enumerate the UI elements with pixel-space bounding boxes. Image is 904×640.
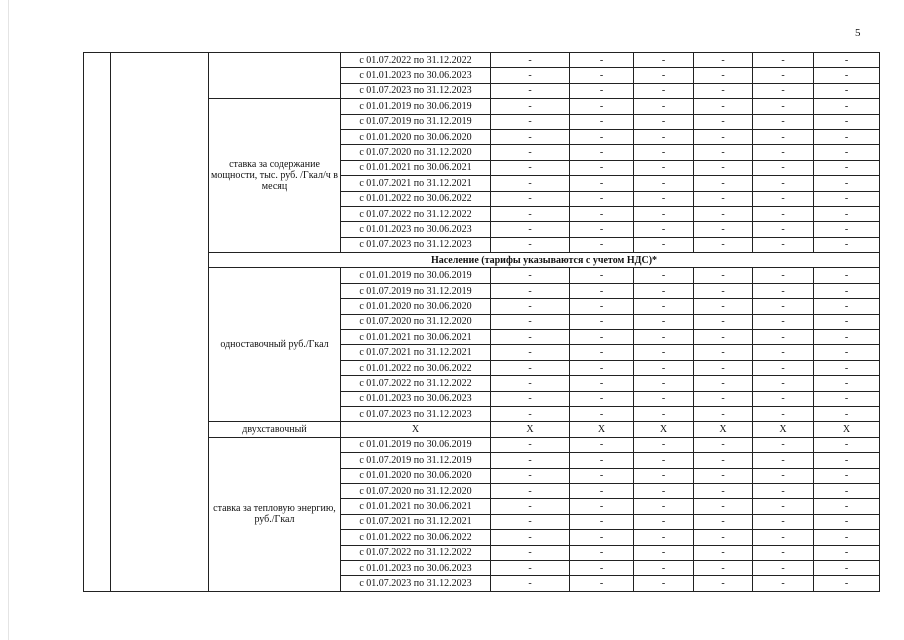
tariff-table [83, 52, 880, 592]
value-cell: - [570, 145, 634, 160]
value-cell: X [634, 422, 694, 437]
empty-column-2 [111, 53, 209, 592]
period-cell: с 01.07.2022 по 31.12.2022 [341, 53, 491, 68]
value-cell: - [491, 237, 570, 252]
value-cell: - [570, 560, 634, 575]
value-cell: - [570, 129, 634, 144]
table-row [84, 53, 880, 68]
section-title: Население (тарифы указываются с учетом НДС)* [209, 253, 880, 268]
value-cell: - [634, 83, 694, 98]
value-cell: - [814, 99, 880, 114]
value-cell: - [634, 145, 694, 160]
period-cell: с 01.01.2021 по 30.06.2021 [341, 330, 491, 345]
value-cell: - [753, 160, 814, 175]
value-cell: - [491, 545, 570, 560]
period-cell: с 01.01.2022 по 30.06.2022 [341, 360, 491, 375]
value-cell: - [694, 530, 753, 545]
period-cell: с 01.07.2022 по 31.12.2022 [341, 545, 491, 560]
value-cell: - [570, 468, 634, 483]
period-cell: с 01.01.2021 по 30.06.2021 [341, 160, 491, 175]
value-cell: X [694, 422, 753, 437]
value-cell: - [491, 330, 570, 345]
tariff-table-body [84, 53, 880, 592]
period-cell: с 01.07.2019 по 31.12.2019 [341, 453, 491, 468]
value-cell: - [570, 314, 634, 329]
value-cell: - [814, 330, 880, 345]
value-cell: - [634, 268, 694, 283]
value-cell: - [634, 53, 694, 68]
value-cell: - [634, 530, 694, 545]
value-cell: - [814, 576, 880, 591]
value-cell: - [753, 545, 814, 560]
value-cell: - [814, 360, 880, 375]
value-cell: - [570, 345, 634, 360]
value-cell: - [491, 468, 570, 483]
value-cell: - [694, 406, 753, 421]
period-cell: с 01.01.2021 по 30.06.2021 [341, 499, 491, 514]
value-cell: - [814, 83, 880, 98]
value-cell: - [753, 268, 814, 283]
value-cell: - [634, 437, 694, 452]
value-cell: - [491, 345, 570, 360]
value-cell: - [634, 391, 694, 406]
value-cell: - [570, 83, 634, 98]
value-cell: - [753, 53, 814, 68]
value-cell: - [694, 283, 753, 298]
value-cell: - [634, 191, 694, 206]
value-cell: - [753, 514, 814, 529]
value-cell: - [814, 560, 880, 575]
value-cell: - [814, 468, 880, 483]
value-cell: - [491, 576, 570, 591]
value-cell: - [694, 129, 753, 144]
value-cell: - [814, 299, 880, 314]
value-cell: - [491, 514, 570, 529]
value-cell: - [753, 191, 814, 206]
value-cell: - [634, 406, 694, 421]
value-cell: - [634, 68, 694, 83]
value-cell: - [753, 376, 814, 391]
value-cell: - [753, 145, 814, 160]
value-cell: - [753, 483, 814, 498]
value-cell: - [753, 114, 814, 129]
value-cell: - [634, 376, 694, 391]
value-cell: - [491, 83, 570, 98]
period-cell: X [341, 422, 491, 437]
value-cell: - [814, 68, 880, 83]
value-cell: - [814, 114, 880, 129]
value-cell: - [753, 237, 814, 252]
value-cell: - [634, 99, 694, 114]
value-cell: - [814, 391, 880, 406]
value-cell: - [491, 453, 570, 468]
value-cell: - [694, 176, 753, 191]
value-cell: - [491, 99, 570, 114]
period-cell: с 01.01.2019 по 30.06.2019 [341, 99, 491, 114]
value-cell: - [634, 483, 694, 498]
value-cell: - [570, 483, 634, 498]
value-cell: - [694, 468, 753, 483]
value-cell: - [634, 299, 694, 314]
value-cell: - [570, 360, 634, 375]
value-cell: - [570, 376, 634, 391]
value-cell: - [753, 206, 814, 221]
value-cell: - [491, 114, 570, 129]
value-cell: - [694, 576, 753, 591]
value-cell: - [694, 68, 753, 83]
value-cell: X [491, 422, 570, 437]
value-cell: - [570, 330, 634, 345]
value-cell: - [814, 160, 880, 175]
value-cell: - [814, 191, 880, 206]
value-cell: - [634, 453, 694, 468]
value-cell: - [491, 530, 570, 545]
value-cell: - [570, 530, 634, 545]
value-cell: - [694, 314, 753, 329]
value-cell: - [694, 191, 753, 206]
value-cell: - [570, 160, 634, 175]
value-cell: - [634, 206, 694, 221]
value-cell: - [694, 83, 753, 98]
value-cell: - [491, 499, 570, 514]
value-cell: - [634, 237, 694, 252]
period-cell: с 01.01.2023 по 30.06.2023 [341, 68, 491, 83]
value-cell: - [694, 514, 753, 529]
value-cell: - [491, 391, 570, 406]
value-cell: - [694, 376, 753, 391]
value-cell: - [814, 345, 880, 360]
value-cell: X [753, 422, 814, 437]
value-cell: - [634, 576, 694, 591]
period-cell: с 01.01.2019 по 30.06.2019 [341, 437, 491, 452]
value-cell: - [570, 176, 634, 191]
period-cell: с 01.01.2019 по 30.06.2019 [341, 268, 491, 283]
value-cell: - [491, 376, 570, 391]
value-cell: - [814, 376, 880, 391]
value-cell: - [491, 483, 570, 498]
value-cell: - [491, 283, 570, 298]
value-cell: - [634, 560, 694, 575]
period-cell: с 01.01.2023 по 30.06.2023 [341, 560, 491, 575]
value-cell: - [814, 530, 880, 545]
value-cell: - [634, 314, 694, 329]
value-cell: - [570, 191, 634, 206]
period-cell: с 01.07.2020 по 31.12.2020 [341, 145, 491, 160]
value-cell: - [570, 114, 634, 129]
value-cell: - [694, 483, 753, 498]
value-cell: - [634, 129, 694, 144]
period-cell: с 01.01.2020 по 30.06.2020 [341, 129, 491, 144]
value-cell: - [694, 345, 753, 360]
value-cell: - [570, 576, 634, 591]
value-cell: - [694, 53, 753, 68]
rate-label-cell: двухставочный [209, 422, 341, 437]
value-cell: - [753, 99, 814, 114]
value-cell: - [634, 360, 694, 375]
value-cell: - [634, 283, 694, 298]
value-cell: - [753, 222, 814, 237]
rate-label-cell: ставка за содержание мощности, тыс. руб. /Гкал/ч в месяц [209, 99, 341, 253]
value-cell: - [570, 391, 634, 406]
value-cell: - [814, 176, 880, 191]
value-cell: - [814, 499, 880, 514]
period-cell: с 01.01.2020 по 30.06.2020 [341, 468, 491, 483]
value-cell: - [491, 437, 570, 452]
value-cell: - [753, 68, 814, 83]
value-cell: - [491, 176, 570, 191]
value-cell: - [753, 83, 814, 98]
value-cell: - [814, 129, 880, 144]
period-cell: с 01.07.2022 по 31.12.2022 [341, 376, 491, 391]
continued-label-cell [209, 53, 341, 99]
value-cell: - [570, 299, 634, 314]
value-cell: - [814, 545, 880, 560]
rate-label-cell: одноставочный руб./Гкал [209, 268, 341, 422]
value-cell: - [570, 499, 634, 514]
value-cell: - [491, 560, 570, 575]
value-cell: - [694, 453, 753, 468]
value-cell: - [491, 191, 570, 206]
value-cell: - [753, 391, 814, 406]
value-cell: - [491, 299, 570, 314]
value-cell: - [694, 391, 753, 406]
period-cell: с 01.07.2019 по 31.12.2019 [341, 114, 491, 129]
value-cell: - [753, 330, 814, 345]
value-cell: - [694, 206, 753, 221]
value-cell: - [570, 406, 634, 421]
period-cell: с 01.07.2023 по 31.12.2023 [341, 406, 491, 421]
value-cell: - [753, 560, 814, 575]
value-cell: - [570, 222, 634, 237]
period-cell: с 01.07.2020 по 31.12.2020 [341, 314, 491, 329]
value-cell: - [694, 560, 753, 575]
value-cell: - [634, 345, 694, 360]
value-cell: - [814, 222, 880, 237]
value-cell: - [694, 299, 753, 314]
period-cell: с 01.01.2020 по 30.06.2020 [341, 299, 491, 314]
period-cell: с 01.07.2020 по 31.12.2020 [341, 483, 491, 498]
value-cell: - [814, 514, 880, 529]
period-cell: с 01.07.2023 по 31.12.2023 [341, 83, 491, 98]
value-cell: - [753, 530, 814, 545]
period-cell: с 01.07.2023 по 31.12.2023 [341, 237, 491, 252]
value-cell: - [694, 499, 753, 514]
period-cell: с 01.07.2022 по 31.12.2022 [341, 206, 491, 221]
value-cell: - [570, 53, 634, 68]
value-cell: - [491, 145, 570, 160]
value-cell: - [814, 206, 880, 221]
value-cell: - [814, 314, 880, 329]
value-cell: - [814, 237, 880, 252]
value-cell: - [694, 330, 753, 345]
value-cell: - [491, 68, 570, 83]
value-cell: - [814, 53, 880, 68]
value-cell: - [694, 268, 753, 283]
value-cell: - [814, 453, 880, 468]
value-cell: - [694, 545, 753, 560]
value-cell: - [634, 545, 694, 560]
page-edge [8, 0, 9, 640]
period-cell: с 01.07.2021 по 31.12.2021 [341, 345, 491, 360]
value-cell: - [570, 514, 634, 529]
value-cell: - [753, 314, 814, 329]
period-cell: с 01.01.2022 по 30.06.2022 [341, 191, 491, 206]
value-cell: - [753, 176, 814, 191]
period-cell: с 01.07.2021 по 31.12.2021 [341, 514, 491, 529]
value-cell: - [694, 222, 753, 237]
value-cell: - [753, 499, 814, 514]
period-cell: с 01.01.2023 по 30.06.2023 [341, 222, 491, 237]
value-cell: - [814, 483, 880, 498]
value-cell: - [570, 453, 634, 468]
value-cell: - [694, 437, 753, 452]
value-cell: - [753, 406, 814, 421]
value-cell: - [694, 114, 753, 129]
value-cell: - [634, 468, 694, 483]
value-cell: - [570, 99, 634, 114]
page-number: 5 [855, 27, 861, 39]
value-cell: - [491, 222, 570, 237]
value-cell: - [694, 237, 753, 252]
value-cell: - [753, 360, 814, 375]
value-cell: - [753, 576, 814, 591]
value-cell: - [814, 437, 880, 452]
value-cell: - [491, 53, 570, 68]
value-cell: - [814, 283, 880, 298]
value-cell: - [634, 176, 694, 191]
value-cell: - [491, 206, 570, 221]
value-cell: - [491, 360, 570, 375]
value-cell: - [753, 437, 814, 452]
value-cell: - [753, 283, 814, 298]
value-cell: - [491, 129, 570, 144]
value-cell: - [694, 160, 753, 175]
value-cell: - [753, 129, 814, 144]
rate-label-cell: ставка за тепловую энергию, руб./Гкал [209, 437, 341, 591]
value-cell: - [570, 545, 634, 560]
value-cell: - [694, 145, 753, 160]
value-cell: - [814, 145, 880, 160]
value-cell: - [753, 453, 814, 468]
value-cell: - [570, 437, 634, 452]
value-cell: - [634, 222, 694, 237]
value-cell: - [570, 283, 634, 298]
value-cell: - [753, 299, 814, 314]
value-cell: - [491, 160, 570, 175]
period-cell: с 01.01.2023 по 30.06.2023 [341, 391, 491, 406]
value-cell: - [634, 499, 694, 514]
value-cell: - [570, 237, 634, 252]
period-cell: с 01.07.2023 по 31.12.2023 [341, 576, 491, 591]
value-cell: - [753, 468, 814, 483]
value-cell: - [814, 406, 880, 421]
value-cell: - [570, 68, 634, 83]
value-cell: X [570, 422, 634, 437]
value-cell: - [694, 360, 753, 375]
value-cell: - [491, 268, 570, 283]
period-cell: с 01.07.2019 по 31.12.2019 [341, 283, 491, 298]
value-cell: - [634, 114, 694, 129]
value-cell: - [694, 99, 753, 114]
value-cell: - [634, 514, 694, 529]
value-cell: - [491, 406, 570, 421]
value-cell: - [753, 345, 814, 360]
value-cell: - [634, 160, 694, 175]
value-cell: - [491, 314, 570, 329]
value-cell: - [814, 268, 880, 283]
empty-column-1 [84, 53, 111, 592]
value-cell: - [570, 206, 634, 221]
period-cell: с 01.07.2021 по 31.12.2021 [341, 176, 491, 191]
value-cell: X [814, 422, 880, 437]
value-cell: - [634, 330, 694, 345]
value-cell: - [570, 268, 634, 283]
period-cell: с 01.01.2022 по 30.06.2022 [341, 530, 491, 545]
